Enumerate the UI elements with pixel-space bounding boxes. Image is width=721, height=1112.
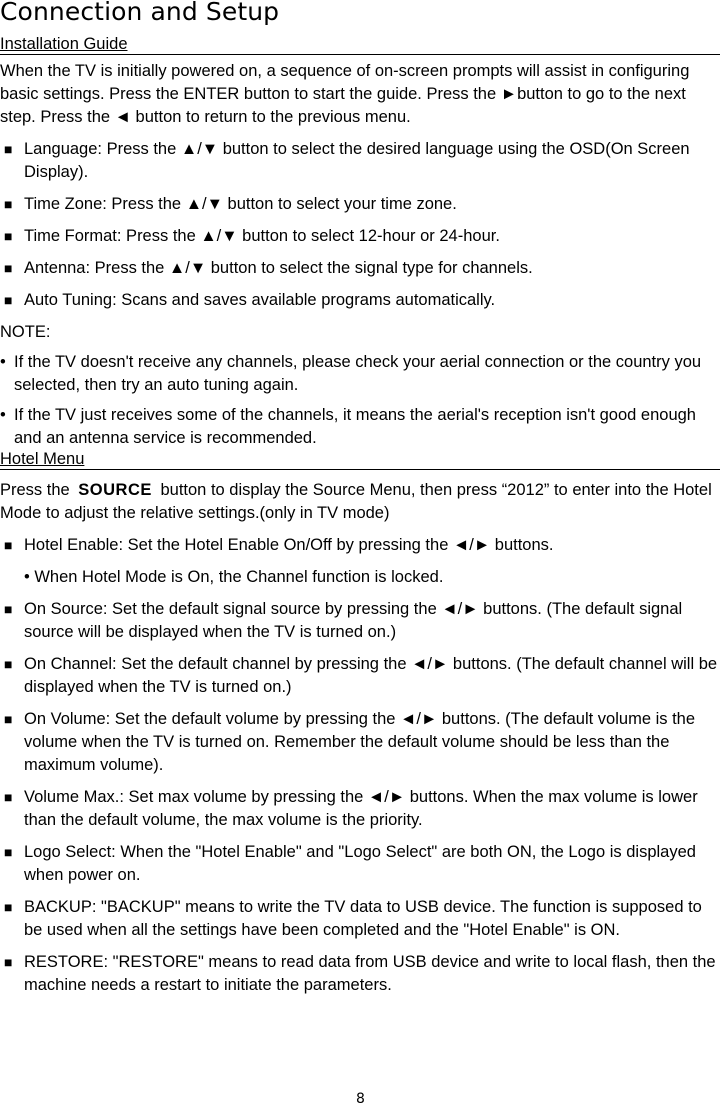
list-item-time-zone: ■ Time Zone: Press the ▲/▼ button to select your time zone. bbox=[0, 193, 721, 216]
hotel-menu-section bbox=[0, 479, 721, 997]
square-bullet-icon: ■ bbox=[4, 292, 13, 308]
square-bullet-icon: ■ bbox=[4, 844, 13, 860]
hotel-enable-note: • When Hotel Mode is On, the Channel function is locked. bbox=[24, 568, 444, 586]
list-item-language: ■ Language: Press the ▲/▼ button to select the desired language using the OSD(On Screen Display). bbox=[4, 140, 690, 181]
square-bullet-icon: ■ bbox=[4, 196, 13, 212]
installation-guide-heading-text: Installation Guide bbox=[0, 35, 128, 53]
dot-bullet-icon: • bbox=[0, 406, 6, 424]
list-item-on-source: ■ On Source: Set the default signal source by pressing the ◄/► buttons. (The default signal source will be displayed when the TV is turned on.) bbox=[4, 600, 683, 641]
page-title: Connection and Setup bbox=[0, 0, 280, 26]
installation-guide-heading bbox=[0, 35, 720, 55]
source-button-label: SOURCE bbox=[78, 481, 152, 499]
list-item-auto-tuning: ■ Auto Tuning: Scans and saves available programs automatically. bbox=[0, 289, 721, 312]
note-item: • If the TV just receives some of the channels, it means the aerial's reception isn't good enough and an antenna service is recommended. bbox=[0, 406, 696, 447]
page-number: 8 bbox=[356, 1091, 365, 1107]
note-item: • If the TV doesn't receive any channels, please check your aerial connection or the country you selected, then try an auto tuning again. bbox=[0, 353, 702, 394]
installation-intro: When the TV is initially powered on, a sequence of on-screen prompts will assist in configuring basic settings. Press the ENTER button to start the guide. Press the ►button to go to the next step. Press the ◄ button to return to the previous menu. bbox=[0, 62, 690, 126]
list-item-on-volume: ■ On Volume: Set the default volume by pressing the ◄/► buttons. (The default volume is the volume when the TV is turned on. Remember the default volume should be less than the maximum volume). bbox=[4, 710, 696, 774]
square-bullet-icon: ■ bbox=[4, 954, 13, 970]
list-item-backup: ■ BACKUP: "BACKUP" means to write the TV data to USB device. The function is supposed to be used when all the settings have been completed and the "Hotel Enable" is ON. bbox=[4, 898, 702, 939]
note-label: NOTE: bbox=[0, 323, 51, 341]
square-bullet-icon: ■ bbox=[4, 601, 13, 617]
hotel-menu-heading bbox=[0, 450, 720, 470]
square-bullet-icon: ■ bbox=[4, 141, 13, 157]
list-item-time-format: ■ Time Format: Press the ▲/▼ button to select 12-hour or 24-hour. bbox=[0, 225, 721, 248]
installation-guide-section bbox=[0, 60, 721, 450]
hotel-intro: Press the SOURCE button to display the Source Menu, then press “2012” to enter into the Hotel Mode to adjust the relative settings.(only in TV mode) bbox=[0, 481, 712, 522]
square-bullet-icon: ■ bbox=[4, 537, 13, 553]
list-item-volume-max: ■ Volume Max.: Set max volume by pressing the ◄/► buttons. When the max volume is lower than the default volume, the max volume is the priority. bbox=[4, 788, 698, 829]
square-bullet-icon: ■ bbox=[4, 656, 13, 672]
list-item-on-channel: ■ On Channel: Set the default channel by pressing the ◄/► buttons. (The default channel will be displayed when the TV is turned on.) bbox=[4, 655, 718, 696]
list-item-hotel-enable: ■ Hotel Enable: Set the Hotel Enable On/Off by pressing the ◄/► buttons. bbox=[0, 534, 721, 557]
list-item-logo-select: ■ Logo Select: When the "Hotel Enable" and "Logo Select" are both ON, the Logo is displayed when power on. bbox=[4, 843, 696, 884]
square-bullet-icon: ■ bbox=[4, 260, 13, 276]
dot-bullet-icon: • bbox=[0, 353, 6, 371]
list-item-antenna: ■ Antenna: Press the ▲/▼ button to select the signal type for channels. bbox=[0, 257, 721, 280]
hotel-menu-heading-text: Hotel Menu bbox=[0, 450, 85, 468]
square-bullet-icon: ■ bbox=[4, 711, 13, 727]
list-item-restore: ■ RESTORE: "RESTORE" means to read data from USB device and write to local flash, then the machine needs a restart to initiate the parameters. bbox=[4, 953, 716, 994]
square-bullet-icon: ■ bbox=[4, 789, 13, 805]
square-bullet-icon: ■ bbox=[4, 228, 13, 244]
square-bullet-icon: ■ bbox=[4, 899, 13, 915]
